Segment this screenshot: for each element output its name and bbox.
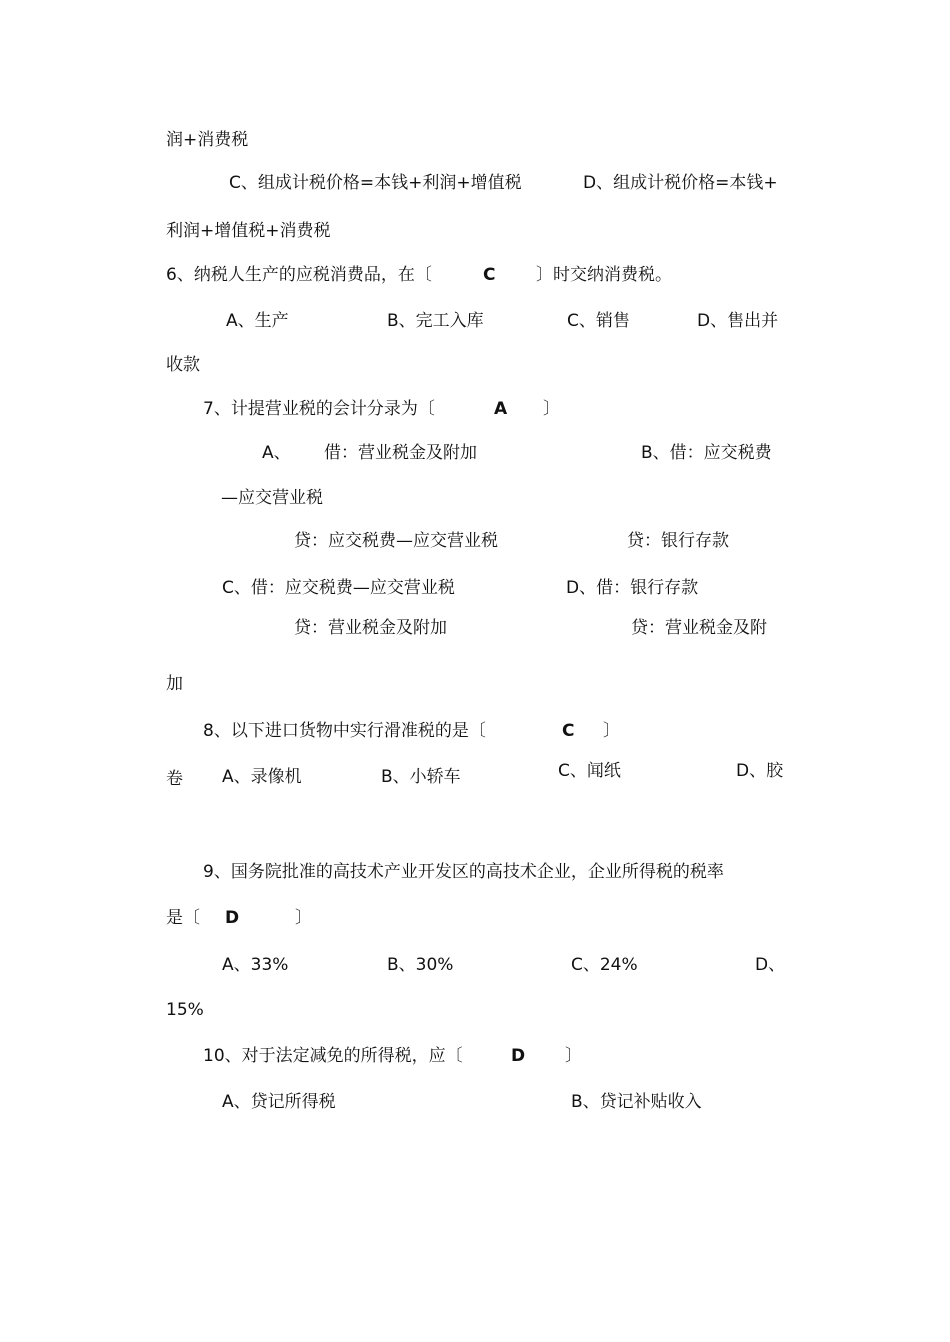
option-a-credit: 贷：应交税费—应交营业税: [294, 531, 498, 551]
option-a-label: A、: [262, 443, 291, 463]
text-line: 利润+增值税+消费税: [166, 221, 331, 241]
text-line: 加: [166, 674, 183, 694]
question-10-tail: 〕: [565, 1046, 582, 1066]
option-a: A、33%: [222, 955, 289, 975]
question-9-cont: 是〔: [166, 908, 200, 928]
question-10: 10、对于法定减免的所得税，应〔: [203, 1046, 463, 1066]
question-7: 7、计提营业税的会计分录为〔: [203, 399, 435, 419]
option-c: C、24%: [571, 955, 638, 975]
option-d-credit: 贷：营业税金及附: [631, 618, 767, 638]
option-a: A、生产: [226, 311, 289, 331]
question-7-tail: 〕: [543, 399, 560, 419]
option-d: D、胶: [736, 761, 784, 781]
option-a-debit: 借：营业税金及附加: [324, 443, 477, 463]
text-line: —应交营业税: [221, 488, 323, 508]
option-a: A、贷记所得税: [222, 1092, 336, 1112]
option-b: B、30%: [387, 955, 454, 975]
text-line: 卷: [166, 769, 183, 789]
option-c-debit: C、借：应交税费—应交营业税: [222, 578, 455, 598]
option-c: C、销售: [567, 311, 630, 331]
option-c: C、组成计税价格=本钱+利润+增值税: [229, 173, 522, 193]
option-b-credit: 贷：银行存款: [627, 531, 729, 551]
text-line: 15%: [166, 1000, 204, 1020]
option-d-debit: D、借：银行存款: [566, 578, 699, 598]
question-9: 9、国务院批准的高技术产业开发区的高技术企业，企业所得税的税率: [203, 862, 724, 882]
option-b: B、贷记补贴收入: [571, 1092, 702, 1112]
option-d: D、组成计税价格=本钱+: [583, 173, 778, 193]
text-line: 收款: [166, 355, 200, 375]
answer: D: [511, 1046, 526, 1066]
question-6-tail: 〕时交纳消费税。: [536, 265, 672, 285]
answer: C: [562, 721, 575, 741]
answer: D: [225, 908, 240, 928]
question-6: 6、纳税人生产的应税消费品，在〔: [166, 265, 432, 285]
answer: C: [483, 265, 496, 285]
question-8: 8、以下进口货物中实行滑准税的是〔: [203, 721, 486, 741]
option-a: A、录像机: [222, 767, 302, 787]
option-b: B、小轿车: [381, 767, 461, 787]
question-9-tail: 〕: [295, 908, 312, 928]
option-b: B、完工入库: [387, 311, 484, 331]
text-line: 润+消费税: [166, 130, 249, 150]
option-c-credit: 贷：营业税金及附加: [294, 618, 447, 638]
option-b-debit: B、借：应交税费: [641, 443, 772, 463]
option-c: C、闻纸: [558, 761, 621, 781]
option-d: D、: [755, 955, 786, 975]
option-d: D、售出并: [697, 311, 779, 331]
question-8-tail: 〕: [603, 721, 620, 741]
answer: A: [494, 399, 508, 419]
